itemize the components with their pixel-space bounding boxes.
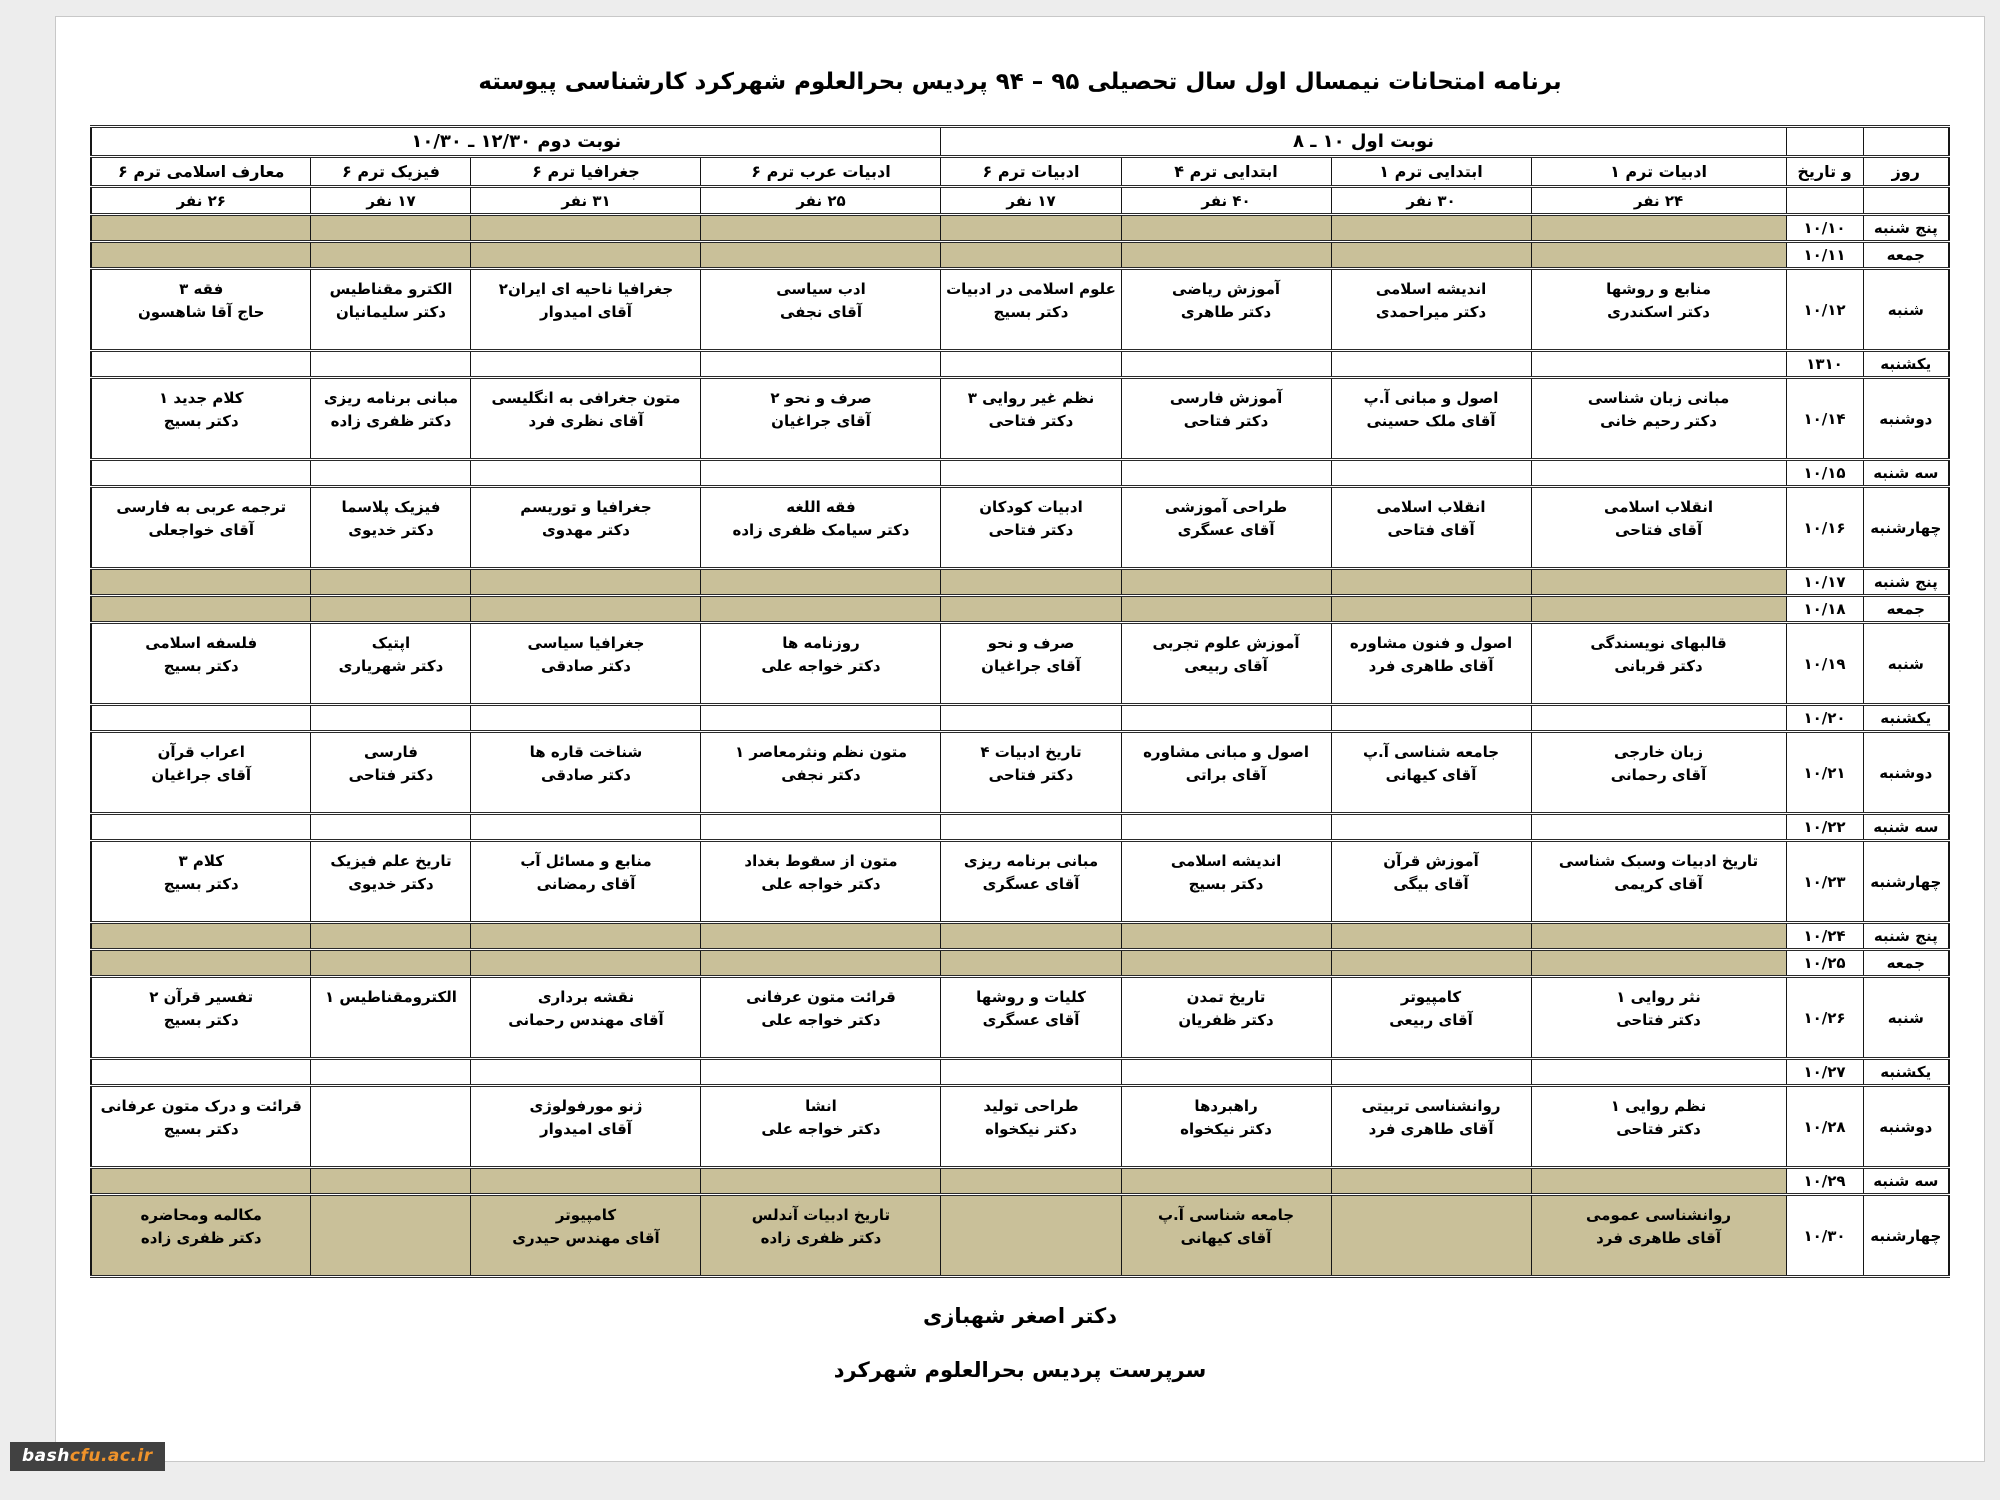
exam-cell (311, 596, 471, 623)
signer-title: سرپرست پردیس بحرالعلوم شهرکرد (833, 1358, 1207, 1382)
exam-cell (1331, 1059, 1531, 1086)
exam-cell (91, 923, 311, 950)
exam-cell: متون نظم ونثرمعاصر ۱ دکتر نجفی (701, 732, 941, 814)
exam-cell (311, 705, 471, 732)
exam-cell: صرف و نحو ۲ آقای جراغیان (701, 378, 941, 460)
exam-cell (701, 923, 941, 950)
count-cell: ۴۰ نفر (1121, 187, 1331, 215)
date-cell: ۱۰/۲۹ (1786, 1168, 1863, 1195)
exam-cell: آموزش علوم تجربی آقای ربیعی (1121, 623, 1331, 705)
day-cell: دوشنبه (1863, 732, 1949, 814)
exam-cell: الکترو مقناطیس دکتر سلیمانیان (311, 269, 471, 351)
date-cell: ۱۰/۱۰ (1786, 215, 1863, 242)
day-column-header: روز (1863, 157, 1949, 187)
day-cell: یکشنبه (1863, 351, 1949, 378)
exam-cell (1121, 215, 1331, 242)
exam-cell (701, 460, 941, 487)
exam-cell: نظم روایی ۱ دکتر فتاحی (1531, 1086, 1786, 1168)
day-cell: پنج شنبه (1863, 569, 1949, 596)
exam-cell: ادبیات کودکان دکتر فتاحی (941, 487, 1121, 569)
exam-cell: طراحی آموزشی آقای عسگری (1121, 487, 1331, 569)
exam-cell: علوم اسلامی در ادبیات دکتر بسیج (941, 269, 1121, 351)
exam-cell (701, 596, 941, 623)
exam-cell: فقه ۳ حاج آقا شاهسون (91, 269, 311, 351)
exam-cell (471, 215, 701, 242)
exam-cell (1531, 242, 1786, 269)
table-row (91, 623, 1949, 705)
exam-cell (1331, 596, 1531, 623)
table-row (91, 950, 1949, 977)
exam-cell (941, 923, 1121, 950)
shift-header-second: نوبت دوم ۱۲/۳۰ ـ ۱۰/۳۰ (91, 127, 941, 157)
exam-cell (91, 596, 311, 623)
signer-name: دکتر اصغر شهبازی (923, 1304, 1117, 1328)
column-header: معارف اسلامی ترم ۶ (91, 157, 311, 187)
date-cell: ۱۳۱۰ (1786, 351, 1863, 378)
count-cell: ۳۰ نفر (1331, 187, 1531, 215)
table-row (91, 1195, 1949, 1277)
exam-cell: صرف و نحو آقای جراغیان (941, 623, 1121, 705)
exam-cell: تاریخ ادبیات وسبک شناسی آقای کریمی (1531, 841, 1786, 923)
exam-cell (1331, 460, 1531, 487)
exam-cell: تاریخ ادبیات آندلس دکتر ظفری زاده (701, 1195, 941, 1277)
exam-cell (1331, 705, 1531, 732)
exam-cell: راهبردها دکتر نیکخواه (1121, 1086, 1331, 1168)
day-cell: جمعه (1863, 596, 1949, 623)
exam-cell (471, 950, 701, 977)
exam-cell (1121, 705, 1331, 732)
exam-cell (1121, 596, 1331, 623)
exam-cell: الکترومقناطیس ۱ (311, 977, 471, 1059)
exam-cell: طراحی تولید دکتر نیکخواه (941, 1086, 1121, 1168)
table-row (91, 1168, 1949, 1195)
day-cell: جمعه (1863, 950, 1949, 977)
exam-cell (91, 1059, 311, 1086)
corner-cell-date (1786, 127, 1863, 157)
exam-cell (1331, 242, 1531, 269)
date-cell: ۱۰/۲۶ (1786, 977, 1863, 1059)
exam-cell (311, 950, 471, 977)
exam-cell (1531, 1168, 1786, 1195)
exam-cell: مکالمه ومحاضره دکتر ظفری زاده (91, 1195, 311, 1277)
exam-cell (941, 215, 1121, 242)
day-cell: جمعه (1863, 242, 1949, 269)
exam-cell: کلیات و روشها آقای عسگری (941, 977, 1121, 1059)
exam-cell: آموزش فارسی دکتر فتاحی (1121, 378, 1331, 460)
day-cell: سه شنبه (1863, 460, 1949, 487)
table-row (91, 923, 1949, 950)
exam-cell (311, 569, 471, 596)
exam-cell (701, 351, 941, 378)
exam-cell (1331, 1195, 1531, 1277)
date-cell: ۱۰/۲۳ (1786, 841, 1863, 923)
exam-cell (1531, 215, 1786, 242)
column-header: جغرافیا ترم ۶ (471, 157, 701, 187)
exam-cell (91, 351, 311, 378)
exam-cell: تاریخ علم فیزیک دکتر خدیوی (311, 841, 471, 923)
exam-cell (1331, 814, 1531, 841)
count-cell: ۲۵ نفر (701, 187, 941, 215)
exam-cell (91, 950, 311, 977)
day-cell: سه شنبه (1863, 814, 1949, 841)
exam-cell: فارسی دکتر فتاحی (311, 732, 471, 814)
shift-header-row (91, 127, 1949, 157)
exam-cell (941, 705, 1121, 732)
table-row (91, 596, 1949, 623)
date-cell: ۱۰/۱۱ (1786, 242, 1863, 269)
exam-cell (941, 1195, 1121, 1277)
column-header: ادبیات ترم ۱ (1531, 157, 1786, 187)
exam-cell (91, 814, 311, 841)
exam-cell (701, 705, 941, 732)
count-cell-empty (1863, 187, 1949, 215)
exam-cell (1531, 814, 1786, 841)
exam-cell: آموزش قرآن آقای بیگی (1331, 841, 1531, 923)
exam-cell (941, 814, 1121, 841)
exam-cell: تفسیر قرآن ۲ دکتر بسیج (91, 977, 311, 1059)
date-cell: ۱۰/۲۸ (1786, 1086, 1863, 1168)
exam-cell (941, 242, 1121, 269)
count-cell-empty (1786, 187, 1863, 215)
corner-cell-day (1863, 127, 1949, 157)
exam-cell (471, 1059, 701, 1086)
exam-cell (1331, 1168, 1531, 1195)
day-cell: شنبه (1863, 269, 1949, 351)
day-cell: پنج شنبه (1863, 923, 1949, 950)
exam-cell: انقلاب اسلامی آقای فتاحی (1331, 487, 1531, 569)
date-cell: ۱۰/۱۸ (1786, 596, 1863, 623)
exam-cell: جغرافیا و توریسم دکتر مهدوی (471, 487, 701, 569)
exam-cell (1121, 242, 1331, 269)
count-cell: ۱۷ نفر (311, 187, 471, 215)
day-cell: شنبه (1863, 623, 1949, 705)
exam-cell: جغرافیا ناحیه ای ایران۲ آقای امیدوار (471, 269, 701, 351)
exam-cell: اندیشه اسلامی دکتر میراحمدی (1331, 269, 1531, 351)
exam-cell (1121, 1059, 1331, 1086)
exam-cell: ژنو مورفولوژی آقای امیدوار (471, 1086, 701, 1168)
table-row (91, 841, 1949, 923)
exam-cell (1531, 460, 1786, 487)
table-row (91, 977, 1949, 1059)
exam-cell (471, 242, 701, 269)
watermark-suffix: cfu.ac.ir (69, 1446, 153, 1466)
date-cell: ۱۰/۱۹ (1786, 623, 1863, 705)
exam-cell (91, 569, 311, 596)
exam-cell: روزنامه ها دکتر خواجه علی (701, 623, 941, 705)
table-row (91, 1059, 1949, 1086)
exam-cell (91, 215, 311, 242)
exam-cell: قرائت و درک متون عرفانی دکتر بسیج (91, 1086, 311, 1168)
exam-cell: زبان خارجی آقای رحمانی (1531, 732, 1786, 814)
day-cell: یکشنبه (1863, 1059, 1949, 1086)
exam-cell (941, 460, 1121, 487)
exam-cell (91, 460, 311, 487)
date-cell: ۱۰/۲۰ (1786, 705, 1863, 732)
exam-cell (311, 1059, 471, 1086)
table-row (91, 215, 1949, 242)
day-cell: دوشنبه (1863, 378, 1949, 460)
table-row (91, 351, 1949, 378)
exam-cell (941, 1059, 1121, 1086)
exam-cell (1121, 351, 1331, 378)
exam-cell (1531, 1059, 1786, 1086)
exam-cell: فیزیک پلاسما دکتر خدیوی (311, 487, 471, 569)
exam-cell (941, 596, 1121, 623)
exam-cell: فلسفه اسلامی دکتر بسیج (91, 623, 311, 705)
exam-cell (471, 351, 701, 378)
exam-cell (471, 569, 701, 596)
exam-cell (1531, 950, 1786, 977)
exam-cell: تاریخ ادبیات ۴ دکتر فتاحی (941, 732, 1121, 814)
count-cell: ۱۷ نفر (941, 187, 1121, 215)
exam-cell (311, 215, 471, 242)
exam-cell (311, 1195, 471, 1277)
column-header: ابتدایی ترم ۴ (1121, 157, 1331, 187)
exam-cell: منابع و روشها دکتر اسکندری (1531, 269, 1786, 351)
exam-schedule-table (90, 125, 1950, 1278)
date-cell: ۱۰/۳۰ (1786, 1195, 1863, 1277)
exam-cell: جغرافیا سیاسی دکتر صادقی (471, 623, 701, 705)
exam-cell (701, 1168, 941, 1195)
count-row (91, 187, 1949, 215)
date-cell: ۱۰/۲۴ (1786, 923, 1863, 950)
exam-cell (91, 705, 311, 732)
day-cell: چهارشنبه (1863, 1195, 1949, 1277)
exam-cell: روانشناسی تربیتی آقای طاهری فرد (1331, 1086, 1531, 1168)
exam-cell (1121, 460, 1331, 487)
exam-cell (1531, 705, 1786, 732)
table-row (91, 814, 1949, 841)
exam-cell: مبانی برنامه ریزی آقای عسگری (941, 841, 1121, 923)
day-cell: دوشنبه (1863, 1086, 1949, 1168)
date-cell: ۱۰/۲۱ (1786, 732, 1863, 814)
date-column-header: و تاریخ (1786, 157, 1863, 187)
exam-cell: ادب سیاسی آقای نجفی (701, 269, 941, 351)
exam-cell (1531, 569, 1786, 596)
watermark-prefix: bash (22, 1446, 70, 1466)
day-cell: چهارشنبه (1863, 487, 1949, 569)
exam-cell (701, 950, 941, 977)
day-cell: پنج شنبه (1863, 215, 1949, 242)
exam-cell: قرائت متون عرفانی دکتر خواجه علی (701, 977, 941, 1059)
exam-cell (311, 1086, 471, 1168)
exam-cell: کامپیوتر آقای مهندس حیدری (471, 1195, 701, 1277)
watermark-badge (10, 1442, 165, 1471)
exam-cell (701, 215, 941, 242)
exam-cell (1331, 351, 1531, 378)
exam-cell (941, 569, 1121, 596)
exam-cell (471, 814, 701, 841)
table-row (91, 378, 1949, 460)
exam-cell: روانشناسی عمومی آقای طاهری فرد (1531, 1195, 1786, 1277)
date-cell: ۱۰/۲۲ (1786, 814, 1863, 841)
exam-cell (701, 814, 941, 841)
date-cell: ۱۰/۲۷ (1786, 1059, 1863, 1086)
exam-cell: مبانی زبان شناسی دکتر رحیم خانی (1531, 378, 1786, 460)
exam-cell (311, 351, 471, 378)
page-title: برنامه امتحانات نیمسال اول سال تحصیلی ۹۵ – ۹۴ پردیس بحرالعلوم شهرکرد کارشناسی پیوسته (478, 69, 1562, 95)
table-row (91, 569, 1949, 596)
exam-cell: جامعه شناسی آ.پ آقای کیهانی (1121, 1195, 1331, 1277)
day-cell: شنبه (1863, 977, 1949, 1059)
table-row (91, 460, 1949, 487)
exam-cell (1121, 569, 1331, 596)
day-cell: چهارشنبه (1863, 841, 1949, 923)
date-cell: ۱۰/۱۷ (1786, 569, 1863, 596)
exam-cell (311, 1168, 471, 1195)
exam-cell (1331, 569, 1531, 596)
exam-cell (941, 1168, 1121, 1195)
exam-cell: نقشه برداری آقای مهندس رحمانی (471, 977, 701, 1059)
exam-cell: ترجمه عربی به فارسی آقای خواجعلی (91, 487, 311, 569)
table-row (91, 269, 1949, 351)
day-cell: یکشنبه (1863, 705, 1949, 732)
exam-cell (1121, 1168, 1331, 1195)
exam-cell (1531, 351, 1786, 378)
day-cell: سه شنبه (1863, 1168, 1949, 1195)
exam-cell: اندیشه اسلامی دکتر بسیج (1121, 841, 1331, 923)
count-cell: ۲۴ نفر (1531, 187, 1786, 215)
exam-cell: متون جغرافی به انگلیسی آقای نظری فرد (471, 378, 701, 460)
exam-cell: تاریخ تمدن دکتر ظفریان (1121, 977, 1331, 1059)
exam-cell: کامپیوتر آقای ربیعی (1331, 977, 1531, 1059)
shift-header-first: نوبت اول ۱۰ ـ ۸ (941, 127, 1786, 157)
exam-cell: اپتیک دکتر شهریاری (311, 623, 471, 705)
count-cell: ۳۱ نفر (471, 187, 701, 215)
exam-cell (1531, 596, 1786, 623)
exam-cell (701, 1059, 941, 1086)
date-cell: ۱۰/۱۲ (1786, 269, 1863, 351)
document-page (55, 16, 1985, 1462)
table-row (91, 487, 1949, 569)
exam-cell: اصول و مبانی مشاوره آقای براتی (1121, 732, 1331, 814)
exam-cell (701, 242, 941, 269)
exam-cell (471, 705, 701, 732)
exam-cell: منابع و مسائل آب آقای رمضانی (471, 841, 701, 923)
column-header-row (91, 157, 1949, 187)
exam-cell (311, 242, 471, 269)
exam-cell: نثر روایی ۱ دکتر فتاحی (1531, 977, 1786, 1059)
exam-cell (471, 923, 701, 950)
date-cell: ۱۰/۱۵ (1786, 460, 1863, 487)
exam-cell: مبانی برنامه ریزی دکتر ظفری زاده (311, 378, 471, 460)
exam-cell (471, 460, 701, 487)
exam-cell: انشا دکتر خواجه علی (701, 1086, 941, 1168)
exam-cell (91, 242, 311, 269)
exam-cell (1331, 950, 1531, 977)
exam-cell (471, 1168, 701, 1195)
exam-cell (471, 596, 701, 623)
exam-cell: اصول و فنون مشاوره آقای طاهری فرد (1331, 623, 1531, 705)
exam-cell: قالبهای نویسندگی دکتر قربانی (1531, 623, 1786, 705)
exam-cell (1121, 814, 1331, 841)
exam-cell: آموزش ریاضی دکتر طاهری (1121, 269, 1331, 351)
column-header: فیزیک ترم ۶ (311, 157, 471, 187)
table-row (91, 242, 1949, 269)
exam-cell: کلام ۳ دکتر بسیج (91, 841, 311, 923)
exam-cell: فقه اللغه دکتر سیامک ظفری زاده (701, 487, 941, 569)
date-cell: ۱۰/۱۶ (1786, 487, 1863, 569)
exam-cell (1331, 215, 1531, 242)
exam-cell (701, 569, 941, 596)
exam-table-body (91, 215, 1949, 1277)
exam-cell (1121, 923, 1331, 950)
exam-cell: شناخت قاره ها دکتر صادقی (471, 732, 701, 814)
exam-cell (311, 460, 471, 487)
exam-cell: کلام جدید ۱ دکتر بسیج (91, 378, 311, 460)
column-header: ابتدایی ترم ۱ (1331, 157, 1531, 187)
date-cell: ۱۰/۲۵ (1786, 950, 1863, 977)
exam-cell: اصول و مبانی آ.پ آقای ملک حسینی (1331, 378, 1531, 460)
exam-cell: اعراب قرآن آقای جراغیان (91, 732, 311, 814)
exam-cell: جامعه شناسی آ.پ آقای کیهانی (1331, 732, 1531, 814)
table-row (91, 1086, 1949, 1168)
count-cell: ۲۶ نفر (91, 187, 311, 215)
exam-cell (941, 950, 1121, 977)
column-header: ادبیات ترم ۶ (941, 157, 1121, 187)
exam-cell: انقلاب اسلامی آقای فتاحی (1531, 487, 1786, 569)
column-header: ادبیات عرب ترم ۶ (701, 157, 941, 187)
exam-cell (311, 923, 471, 950)
exam-cell (941, 351, 1121, 378)
exam-cell (311, 814, 471, 841)
table-row (91, 732, 1949, 814)
date-cell: ۱۰/۱۴ (1786, 378, 1863, 460)
exam-cell (1121, 950, 1331, 977)
exam-cell: نظم غیر روایی ۳ دکتر فتاحی (941, 378, 1121, 460)
exam-cell (1531, 923, 1786, 950)
exam-cell (91, 1168, 311, 1195)
table-row (91, 705, 1949, 732)
exam-cell: متون از سقوط بغداد دکتر خواجه علی (701, 841, 941, 923)
exam-cell (1331, 923, 1531, 950)
